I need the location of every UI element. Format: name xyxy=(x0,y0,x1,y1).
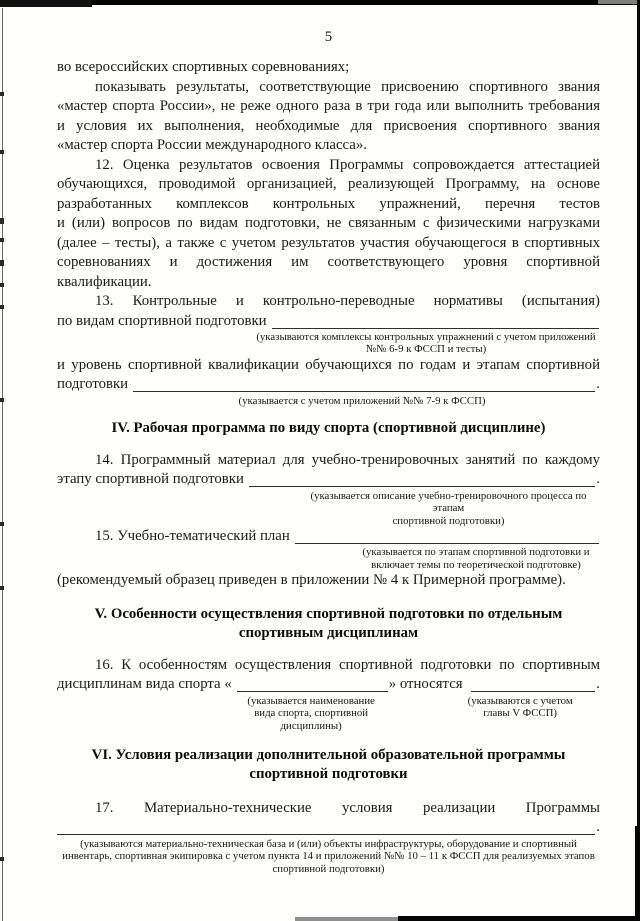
scan-left-border-line xyxy=(2,8,3,921)
para14-caption xyxy=(297,490,600,527)
fill-in-blank-line xyxy=(57,820,595,835)
para16-line1: 16. К особенностям осуществления спортивной подготовки по спортивным xyxy=(95,656,600,673)
caption-line: главы V ФССП) xyxy=(483,707,558,720)
scan-tick xyxy=(0,522,4,526)
para12-line: 12. Оценка результатов освоения Программы сопровождается аттестацией xyxy=(95,156,600,173)
fill-in-blank-line xyxy=(272,314,599,329)
para14-blank-row xyxy=(57,470,600,490)
para17-caption xyxy=(57,838,600,875)
caption-line: (указываются материально-техническая база и (или) объекты инфраструктуры, оборудование и спортивный xyxy=(80,837,577,850)
section-heading-iv: IV. Рабочая программа по виду спорта (спортивной дисциплине) xyxy=(111,420,546,437)
para16-line2-pre: дисциплинам вида спорта « xyxy=(57,676,232,693)
period: . xyxy=(596,676,600,693)
scan-tick xyxy=(0,857,4,861)
document-content xyxy=(57,28,600,875)
caption-line: (указывается по этапам спортивной подготовки и xyxy=(362,546,590,559)
scan-tick xyxy=(0,150,4,154)
para13-caption2: (указывается с учетом приложений №№ 7-9 к ФССП) xyxy=(238,394,486,407)
caption-line: спортивной подготовки) xyxy=(272,862,385,875)
scan-edge-top-fade xyxy=(598,0,640,4)
period: . xyxy=(596,376,600,393)
caption-line: дисциплины) xyxy=(280,719,342,732)
para13-line2-text: по видам спортивной подготовки xyxy=(57,312,267,329)
section-heading-vi: VI. Условия реализации дополнительной образовательной программы спортивной подготовки xyxy=(91,746,566,783)
caption-line: (указываются комплексы контрольных упражнений с учетом приложений xyxy=(256,331,596,343)
para16-captions-row xyxy=(57,695,600,732)
caption-line: вида спорта, спортивной xyxy=(254,707,369,720)
para16-caption2 xyxy=(440,695,600,732)
para12-line: и (или) вопросов по видам подготовки, не связанным с физическими нагрузками xyxy=(57,215,600,231)
scan-tick xyxy=(0,260,4,266)
para16-caption1 xyxy=(225,695,397,732)
caption-line: (указывается описание учебно-тренировочного процесса по этапам xyxy=(310,489,587,515)
caption-line: №№ 6-9 к ФССП и тесты) xyxy=(365,343,487,356)
para12-line: квалификации. xyxy=(57,273,152,290)
caption-line: включает темы по теоретической подготовке) xyxy=(371,558,581,571)
para13-line3: и уровень спортивной квалификации обучающихся по годам и этапам спортивной xyxy=(57,356,600,373)
fill-in-blank-line xyxy=(133,377,595,392)
caption-line: (указывается наименование xyxy=(247,694,375,707)
fill-in-blank-line xyxy=(237,677,388,692)
scan-tick xyxy=(0,283,4,287)
para15-caption xyxy=(352,546,600,571)
para14-line2-text: этапу спортивной подготовки xyxy=(57,471,244,488)
intro-line: показывать результаты, соответствующие присвоению спортивного звания xyxy=(95,78,600,95)
para13-line4-text: подготовки xyxy=(57,376,129,393)
scan-tick xyxy=(0,586,4,590)
scan-tick xyxy=(0,305,4,309)
scan-tick xyxy=(0,398,4,402)
para12-line: разработанных комплексов контрольных упражнений, перечня тестов xyxy=(57,195,600,212)
caption-line: (указываются с учетом xyxy=(467,694,573,707)
fill-in-blank-line xyxy=(249,472,595,487)
para17-line1: 17. Материально-технические условия реализации Программы xyxy=(95,799,600,816)
scan-edge-right-wide xyxy=(635,826,640,921)
para15-text: 15. Учебно-тематический план xyxy=(95,527,290,544)
para12-line: (далее – тесты), а также с учетом результатов участия обучающегося в спортивных xyxy=(57,234,600,251)
scan-edge-top xyxy=(0,0,640,5)
period: . xyxy=(596,819,600,836)
para13-caption1 xyxy=(252,331,600,356)
fill-in-blank-line xyxy=(295,529,599,544)
para17-blank-row xyxy=(57,818,600,838)
scan-tick xyxy=(0,218,4,224)
intro-line: во всероссийских спортивных соревнованиях; xyxy=(57,59,350,75)
para15-blank-row xyxy=(57,527,600,547)
para16-line2-mid: » относятся xyxy=(388,676,463,693)
scan-edge-top-thick xyxy=(0,0,92,7)
scan-tick xyxy=(0,92,4,96)
caption-line: спортивной подготовки) xyxy=(392,514,505,527)
scan-edge-bottom-gray xyxy=(295,917,400,921)
para13-blank-row2 xyxy=(57,375,600,395)
scan-tick xyxy=(0,238,4,242)
caption-line: инвентарь, спортивная экипировка с учетом пункта 14 и приложений №№ 10 – 11 к ФССП для реализуемых этапов xyxy=(62,850,595,863)
intro-line: «мастер спорта России», не реже одного раза в три года или выполнить требования xyxy=(57,98,600,114)
intro-line: и условия их выполнения, необходимые для присвоения спортивного звания xyxy=(57,117,600,134)
para13-line1: 13. Контрольные и контрольно-переводные нормативы (испытания) xyxy=(95,293,600,309)
page-number: 5 xyxy=(324,29,333,45)
para12-line: соревнованиях и достижения им соответствующего уровня спортивной xyxy=(57,254,600,270)
period: . xyxy=(596,471,600,488)
para13-blank-row xyxy=(57,312,600,332)
para12-line: обучающихся, проводимой организацией, реализующей Программу, на основе xyxy=(57,176,600,192)
para16-blank-row xyxy=(57,675,600,695)
para15-note: (рекомендуемый образец приведен в приложении № 4 к Примерной программе). xyxy=(57,572,566,589)
intro-line: «мастер спорта России международного класса». xyxy=(57,137,367,153)
fill-in-blank-line xyxy=(471,677,596,692)
para14-line1: 14. Программный материал для учебно-тренировочных занятий по каждому xyxy=(95,451,600,468)
scan-edge-bottom xyxy=(398,916,640,921)
section-heading-v: V. Особенности осуществления спортивной подготовки по отдельным спортивным дисциплинам xyxy=(94,605,563,642)
